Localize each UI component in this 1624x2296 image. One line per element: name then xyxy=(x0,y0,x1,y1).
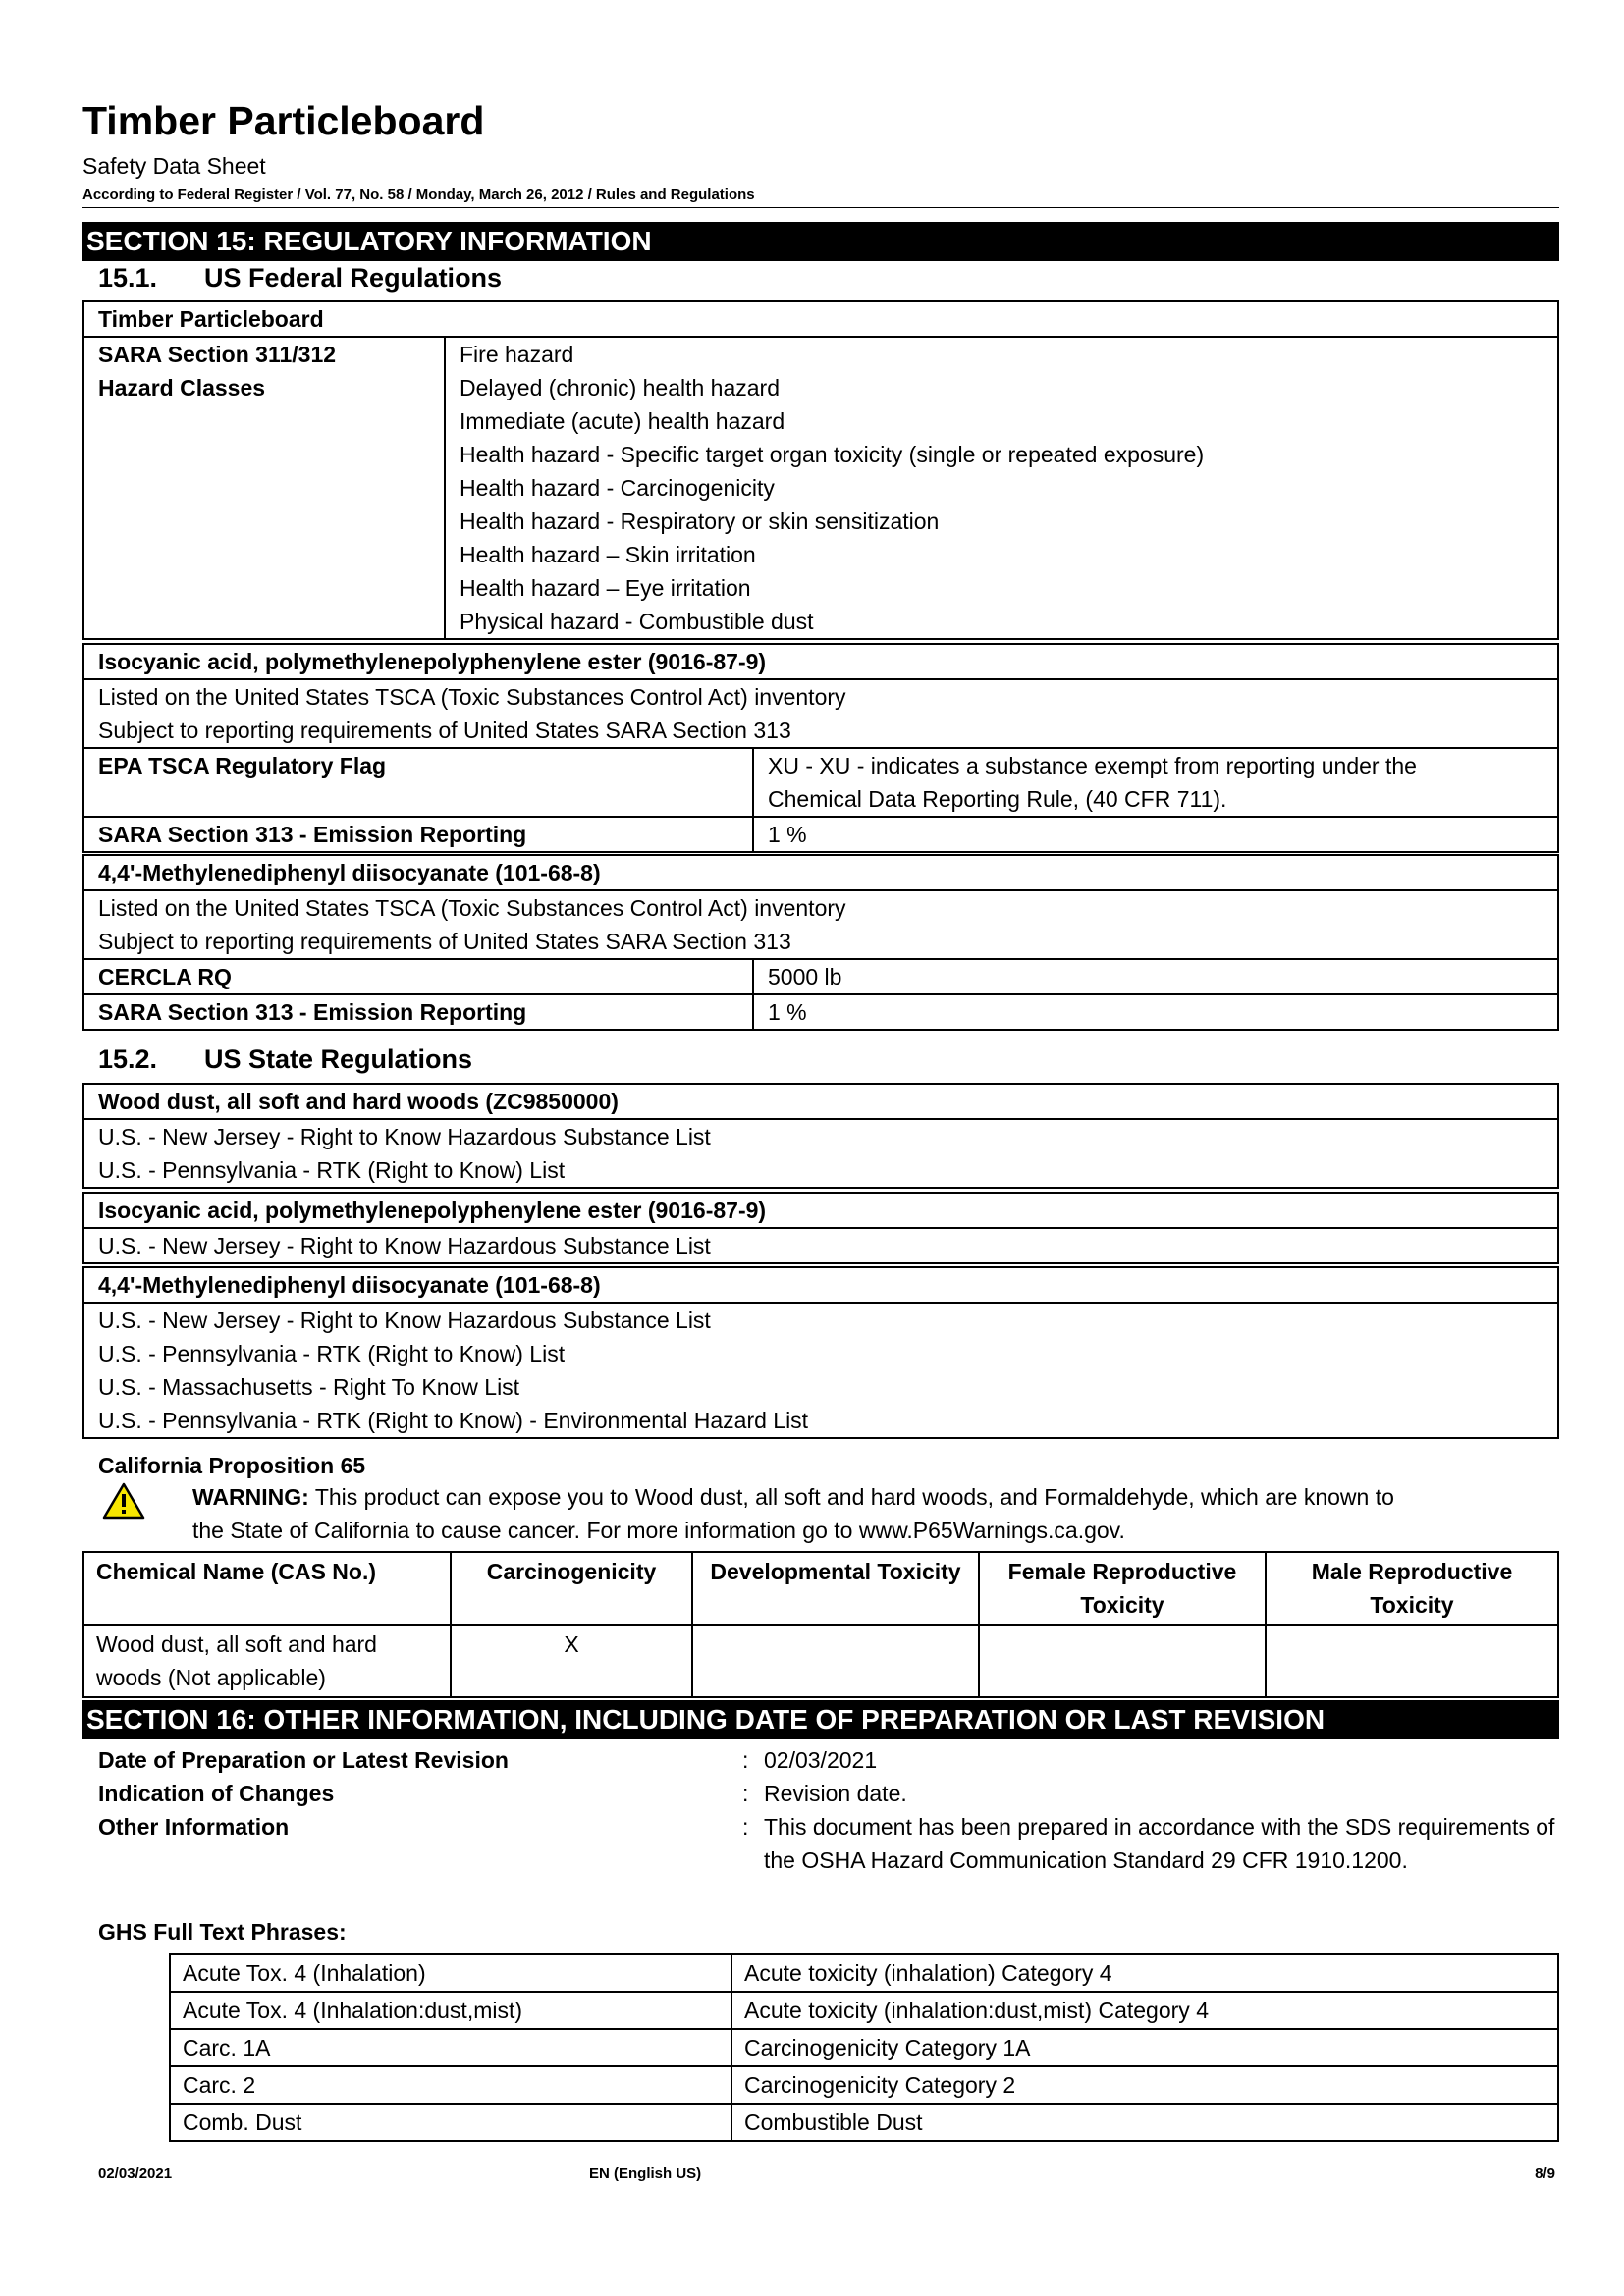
colon: : xyxy=(742,1747,749,1773)
hazard-class-item: Health hazard – Eye irritation xyxy=(460,575,751,601)
ghs-text-cell: Acute toxicity (inhalation) Category 4 xyxy=(731,1954,1558,1992)
state-list-item: U.S. - Pennsylvania - RTK (Right to Know) List xyxy=(98,1157,566,1183)
ghs-text-cell: Acute toxicity (inhalation:dust,mist) Category 4 xyxy=(731,1992,1558,2029)
hazard-class-item: Fire hazard xyxy=(460,342,574,367)
prop65-header-male: Male Reproductive Toxicity xyxy=(1266,1552,1558,1625)
hazard-class-item: Health hazard - Respiratory or skin sensitization xyxy=(460,508,940,534)
ghs-text-cell: Carcinogenicity Category 1A xyxy=(731,2029,1558,2066)
ghs-code-cell: Acute Tox. 4 (Inhalation) xyxy=(170,1954,731,1992)
other-label: Other Information xyxy=(98,1814,290,1840)
substance-name-cell: 4,4'-Methylenediphenyl diisocyanate (101-68-8) xyxy=(83,1267,1558,1303)
hazard-class-item: Immediate (acute) health hazard xyxy=(460,408,785,434)
footer-date: 02/03/2021 xyxy=(98,2165,173,2182)
table-row xyxy=(170,2066,1558,2104)
prop65-female-cell xyxy=(979,1625,1266,1697)
date-value: 02/03/2021 xyxy=(764,1747,878,1773)
product-name-cell: Timber Particleboard xyxy=(83,301,1558,337)
ghs-code-cell: Carc. 1A xyxy=(170,2029,731,2066)
federal-product-table xyxy=(82,300,1559,640)
emission-value: 1 % xyxy=(753,994,1558,1030)
table-row xyxy=(170,2104,1558,2141)
document-subtitle: Safety Data Sheet xyxy=(82,153,266,179)
hazard-class-item: Health hazard - Carcinogenicity xyxy=(460,475,775,501)
listing-line: Subject to reporting requirements of United States SARA Section 313 xyxy=(98,718,791,743)
ghs-phrases-title: GHS Full Text Phrases: xyxy=(98,1919,347,1945)
subsection-15-1-title xyxy=(98,263,502,294)
sara-label-line-2: Hazard Classes xyxy=(98,375,266,400)
prop65-carcinogenicity-cell: X xyxy=(451,1625,692,1697)
ghs-code-cell: Acute Tox. 4 (Inhalation:dust,mist) xyxy=(170,1992,731,2029)
tsca-flag-label: EPA TSCA Regulatory Flag xyxy=(83,748,753,817)
state-isocyanic-table xyxy=(82,1192,1559,1264)
tsca-flag-value xyxy=(753,748,1558,817)
subsection-number: 15.1. xyxy=(98,263,158,293)
table-row xyxy=(170,1992,1558,2029)
hazard-class-item: Health hazard – Skin irritation xyxy=(460,542,756,567)
state-list-item: U.S. - Pennsylvania - RTK (Right to Know) List xyxy=(98,1341,566,1366)
ghs-text-cell: Combustible Dust xyxy=(731,2104,1558,2141)
prop65-title: California Proposition 65 xyxy=(98,1453,366,1478)
tsca-flag-value-line: XU - XU - indicates a substance exempt from reporting under the xyxy=(768,753,1417,778)
prop65-header-carcinogenicity: Carcinogenicity xyxy=(451,1552,692,1625)
subsection-title: US State Regulations xyxy=(204,1044,473,1074)
prop65-header-developmental: Developmental Toxicity xyxy=(692,1552,979,1625)
state-list-cell xyxy=(83,1303,1558,1438)
changes-value: Revision date. xyxy=(764,1781,907,1806)
prop65-chemical-cell: Wood dust, all soft and hard woods (Not applicable) xyxy=(83,1625,451,1697)
state-list-item: U.S. - New Jersey - Right to Know Hazardous Substance List xyxy=(98,1233,711,1258)
state-list-item: U.S. - New Jersey - Right to Know Hazardous Substance List xyxy=(98,1308,711,1333)
state-list-item: U.S. - New Jersey - Right to Know Hazardous Substance List xyxy=(98,1124,711,1149)
table-row xyxy=(170,1954,1558,1992)
federal-mdi-table xyxy=(82,854,1559,1031)
footer-page-number: 8/9 xyxy=(1535,2165,1555,2182)
substance-name-cell: Wood dust, all soft and hard woods (ZC9850000) xyxy=(83,1084,1558,1119)
state-mdi-table xyxy=(82,1266,1559,1439)
section-16-header: SECTION 16: OTHER INFORMATION, INCLUDING DATE OF PREPARATION OR LAST REVISION xyxy=(82,1700,1559,1739)
listing-cell xyxy=(83,679,1558,748)
footer-language: EN (English US) xyxy=(589,2165,702,2182)
prop65-table xyxy=(82,1551,1559,1698)
other-value: This document has been prepared in accordance with the SDS requirements of the OSHA Hazard Communication Standard 29 CFR 1910.1200. xyxy=(764,1814,1555,1873)
warning-triangle-icon xyxy=(102,1482,145,1520)
hazard-class-item: Physical hazard - Combustible dust xyxy=(460,609,814,634)
prop65-header-chemical: Chemical Name (CAS No.) xyxy=(83,1552,451,1625)
document-title: Timber Particleboard xyxy=(82,98,485,143)
state-list-item: U.S. - Pennsylvania - RTK (Right to Know) - Environmental Hazard List xyxy=(98,1408,809,1433)
prop65-developmental-cell xyxy=(692,1625,979,1697)
warning-text-line: the State of California to cause cancer. For more information go to www.P65Warnings.ca.gov. xyxy=(192,1518,1125,1543)
ghs-code-cell: Comb. Dust xyxy=(170,2104,731,2141)
cercla-value: 5000 lb xyxy=(753,959,1558,994)
subsection-number: 15.2. xyxy=(98,1044,158,1074)
listing-line: Listed on the United States TSCA (Toxic Substances Control Act) inventory xyxy=(98,684,846,710)
listing-cell xyxy=(83,890,1558,959)
hazard-classes-cell xyxy=(445,337,1558,639)
sara-label-cell xyxy=(83,337,445,639)
subsection-15-2-title xyxy=(98,1044,472,1075)
emission-value: 1 % xyxy=(753,817,1558,852)
warning-label: WARNING: xyxy=(192,1484,309,1510)
prop65-header-female: Female Reproductive Toxicity xyxy=(979,1552,1266,1625)
table-row xyxy=(170,2029,1558,2066)
sara-label-line-1: SARA Section 311/312 xyxy=(98,342,337,367)
regulation-reference: According to Federal Register / Vol. 77, No. 58 / Monday, March 26, 2012 / Rules and Regulations xyxy=(82,187,755,203)
substance-name-cell: Isocyanic acid, polymethylenepolyphenylene ester (9016-87-9) xyxy=(83,1193,1558,1228)
colon: : xyxy=(742,1814,749,1840)
state-wood-table xyxy=(82,1083,1559,1189)
hazard-class-item: Delayed (chronic) health hazard xyxy=(460,375,781,400)
substance-name-cell: 4,4'-Methylenediphenyl diisocyanate (101-68-8) xyxy=(83,855,1558,890)
tsca-flag-value-line: Chemical Data Reporting Rule, (40 CFR 711). xyxy=(768,786,1227,812)
section-15-header: SECTION 15: REGULATORY INFORMATION xyxy=(82,222,1559,261)
hazard-class-item: Health hazard - Specific target organ toxicity (single or repeated exposure) xyxy=(460,442,1205,467)
cercla-label: CERCLA RQ xyxy=(83,959,753,994)
date-label: Date of Preparation or Latest Revision xyxy=(98,1747,509,1773)
emission-label: SARA Section 313 - Emission Reporting xyxy=(83,817,753,852)
prop65-male-cell xyxy=(1266,1625,1558,1697)
substance-name-cell: Isocyanic acid, polymethylenepolyphenylene ester (9016-87-9) xyxy=(83,644,1558,679)
ghs-text-cell: Carcinogenicity Category 2 xyxy=(731,2066,1558,2104)
listing-line: Listed on the United States TSCA (Toxic Substances Control Act) inventory xyxy=(98,895,846,921)
state-list-cell xyxy=(83,1228,1558,1263)
changes-label: Indication of Changes xyxy=(98,1781,335,1806)
header-divider xyxy=(82,207,1559,208)
emission-label: SARA Section 313 - Emission Reporting xyxy=(83,994,753,1030)
colon: : xyxy=(742,1781,749,1806)
prop65-warning-text xyxy=(192,1480,1555,1547)
subsection-title: US Federal Regulations xyxy=(204,263,503,293)
prop65-warning xyxy=(102,1480,1555,1547)
state-list-cell xyxy=(83,1119,1558,1188)
federal-isocyanic-table xyxy=(82,643,1559,853)
state-list-item: U.S. - Massachusetts - Right To Know List xyxy=(98,1374,520,1400)
ghs-code-cell: Carc. 2 xyxy=(170,2066,731,2104)
ghs-phrases-table xyxy=(169,1953,1559,2142)
listing-line: Subject to reporting requirements of United States SARA Section 313 xyxy=(98,929,791,954)
warning-text-line: This product can expose you to Wood dust, all soft and hard woods, and Formaldehyde, which are known to xyxy=(314,1484,1394,1510)
